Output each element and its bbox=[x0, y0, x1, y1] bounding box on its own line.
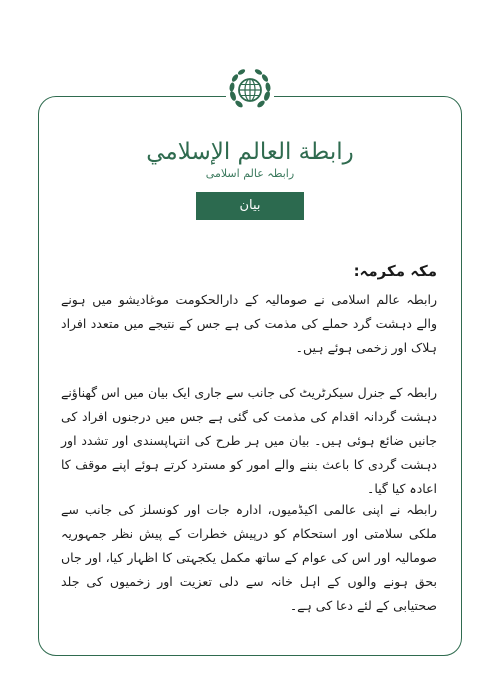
paragraph-3: رابطہ نے اپنی عالمی اکیڈمیوں، ادارہ جات اور کونسلز کی جانب سے ملکی سلامتی اور استحکام کو درپیش خطرات کے پیش نظر جمہوریہ صومالیہ اور اس کی عوام کے ساتھ مکمل یکجہتی کا اظہار کیا، اور جاں بحق ہونے والوں کے اہل خانہ سے دلی تعزیت اور زخمیوں کی جلد صحتیابی کے لئے دعا کی ہے۔ bbox=[61, 502, 437, 613]
globe-wreath-emblem-icon bbox=[226, 66, 274, 114]
statement-badge: بیان bbox=[196, 192, 304, 220]
org-name-urdu: رابطہ عالم اسلامی bbox=[205, 167, 295, 180]
paragraph-2: رابطہ کے جنرل سیکرٹریٹ کی جانب سے جاری ایک بیان میں اس گھناؤنے دہشت گردانہ اقدام کی مذمت کی گئی ہے جس میں درجنوں افراد کی جانیں ضائع ہوئی ہیں۔ بیان میں ہر طرح کی انتہاپسندی اور تشدد اور دہشت گردی کا باعث بننے والے امور کو مسترد کرتے ہوئے اپنے موقف کا اعادہ کیا گیا۔ bbox=[61, 385, 437, 496]
salutation: مکہ مکرمہ: bbox=[353, 262, 437, 280]
org-name-arabic: رابطة العالم الإسلامي bbox=[146, 139, 354, 165]
paragraph-1: رابطہ عالم اسلامی نے صومالیہ کے دارالحکومت موغادیشو میں ہونے والے دہشت گرد حملے کی مذمت کی ہے جس کے نتیجے میں متعدد افراد ہلاک اور زخمی ہوئے ہیں۔ bbox=[61, 292, 437, 355]
